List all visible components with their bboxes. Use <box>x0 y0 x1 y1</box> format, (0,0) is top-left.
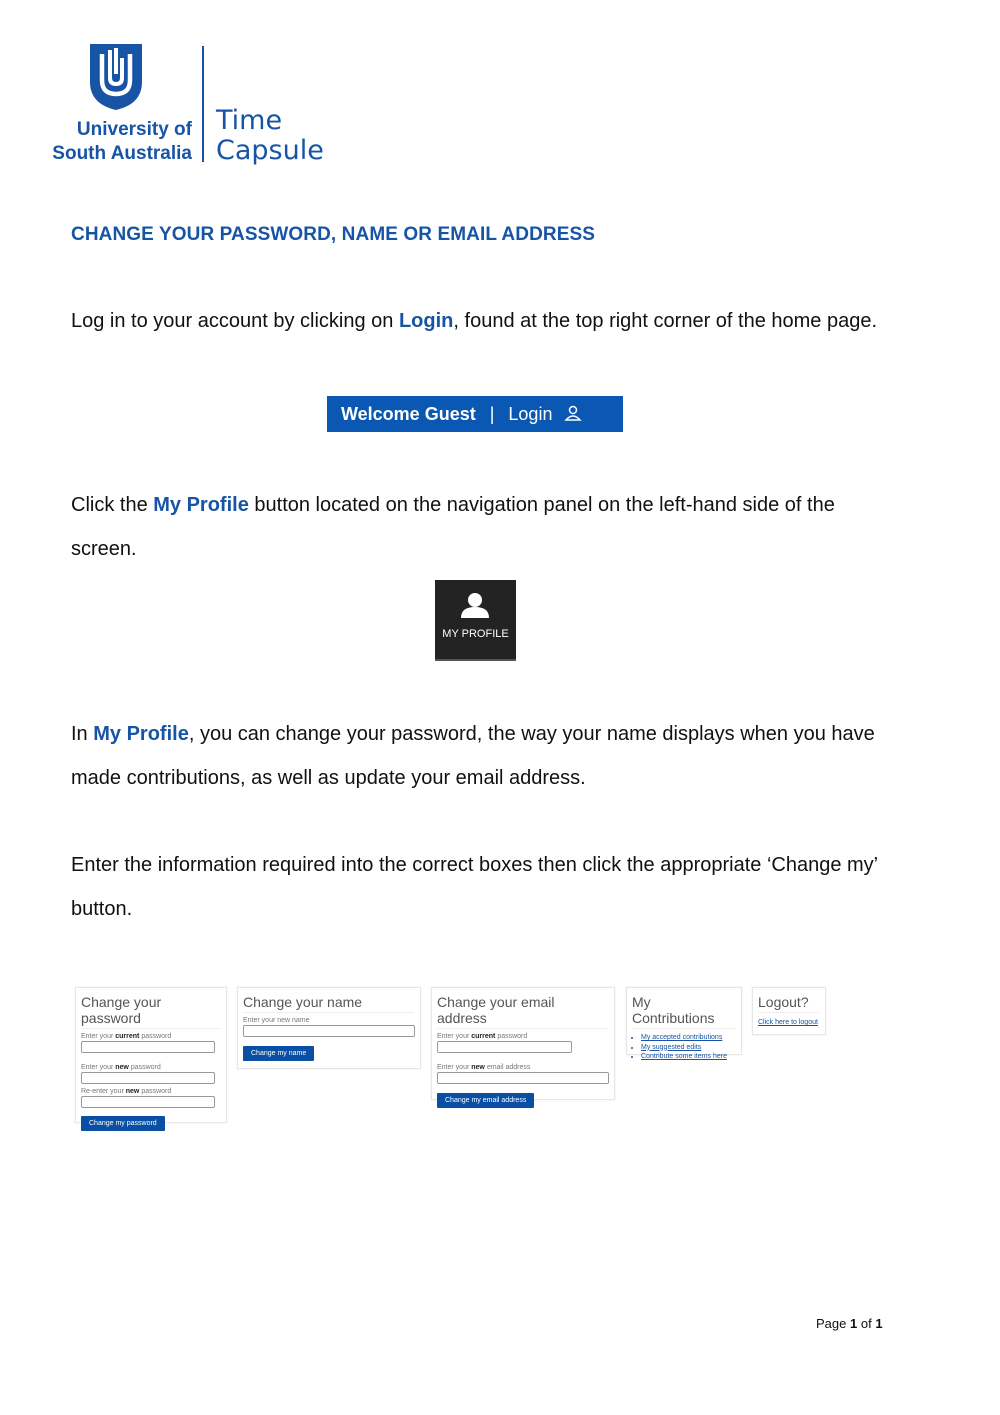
email-current-password-input[interactable] <box>437 1041 572 1053</box>
new-email-label: Enter your new email address <box>437 1064 531 1071</box>
university-name <box>42 118 192 166</box>
welcome-guest-label: Welcome Guest <box>341 403 476 424</box>
step-login-text <box>71 299 891 343</box>
logo-divider <box>202 46 204 162</box>
reenter-password-input[interactable] <box>81 1096 215 1108</box>
user-outline-icon <box>564 405 582 423</box>
my-profile-highlight-2: My Profile <box>93 723 189 745</box>
university-name-line1: University of <box>76 119 192 140</box>
login-highlight: Login <box>398 310 454 332</box>
reenter-password-label: Re-enter your new password <box>81 1088 172 1095</box>
new-password-label: Enter your new password <box>81 1064 161 1071</box>
change-name-button[interactable]: Change my name <box>243 1046 314 1061</box>
accepted-contributions-link[interactable]: • My accepted contributions <box>641 1033 741 1043</box>
my-profile-label: MY PROFILE <box>442 628 509 640</box>
unisa-time-capsule-logo <box>42 44 342 174</box>
change-password-heading: Change your password <box>81 994 220 1029</box>
current-password-input[interactable] <box>81 1041 215 1053</box>
change-name-heading: Change your name <box>243 994 414 1013</box>
logout-panel <box>752 987 826 1035</box>
step-enter-info: Enter the information required into the correct boxes then click the appropriate ‘Change my’ button. <box>71 854 878 920</box>
page-word: Page <box>816 1316 847 1331</box>
logout-link[interactable]: Click here to logout <box>758 1019 818 1026</box>
my-contributions-heading: My Contributions <box>632 994 735 1029</box>
step-profile-before: Click the <box>71 494 154 516</box>
welcome-bar-separator: | <box>489 403 495 424</box>
suggested-edits-link[interactable]: • My suggested edits <box>641 1043 741 1053</box>
product-name-line2: Capsule <box>216 135 324 166</box>
my-profile-highlight: My Profile <box>153 494 249 516</box>
change-password-button[interactable]: Change my password <box>81 1116 165 1131</box>
university-name-line2: South Australia <box>52 143 192 164</box>
step-profile-after: button located on the navigation panel on the left-hand side of the screen. <box>71 494 835 560</box>
page-of: of <box>860 1316 872 1331</box>
page-number <box>816 1316 883 1331</box>
my-contributions-panel <box>626 987 742 1060</box>
change-password-panel <box>75 987 227 1127</box>
step-info-before: In <box>71 723 94 745</box>
unisa-shield-icon <box>90 44 142 110</box>
login-link[interactable]: Login <box>508 403 553 424</box>
page-total: 1 <box>875 1316 883 1331</box>
time-capsule-name <box>216 106 324 166</box>
contribute-items-link[interactable]: • Contribute some items here <box>641 1052 741 1062</box>
my-profile-button[interactable] <box>435 580 516 661</box>
welcome-guest-bar <box>327 396 623 432</box>
person-icon <box>459 592 491 618</box>
current-password-label: Enter your current password <box>81 1033 172 1040</box>
contributions-links <box>641 1033 741 1062</box>
step-login-after: , found at the top right corner of the home page. <box>453 310 878 332</box>
change-email-heading: Change your email address <box>437 994 608 1029</box>
new-password-input[interactable] <box>81 1072 215 1084</box>
change-email-button[interactable]: Change my email address <box>437 1093 534 1108</box>
new-name-label: Enter your new name <box>243 1017 310 1024</box>
step-info-after: , you can change your password, the way your name displays when you have made contributions, as well as update your email address. <box>71 723 875 789</box>
step-login-before: Log in to your account by clicking on <box>71 310 399 332</box>
change-email-panel <box>431 987 615 1104</box>
new-email-input[interactable] <box>437 1072 609 1084</box>
new-name-input[interactable] <box>243 1025 415 1037</box>
document-title: CHANGE YOUR PASSWORD, NAME OR EMAIL ADDRESS <box>71 224 596 245</box>
logout-heading: Logout? <box>758 994 819 1013</box>
step-my-profile-info <box>71 712 891 800</box>
product-name-line1: Time <box>216 105 283 136</box>
step-profile-text <box>71 483 891 571</box>
page-current: 1 <box>850 1316 858 1331</box>
email-current-password-label: Enter your current password <box>437 1033 528 1040</box>
change-name-panel <box>237 987 421 1069</box>
